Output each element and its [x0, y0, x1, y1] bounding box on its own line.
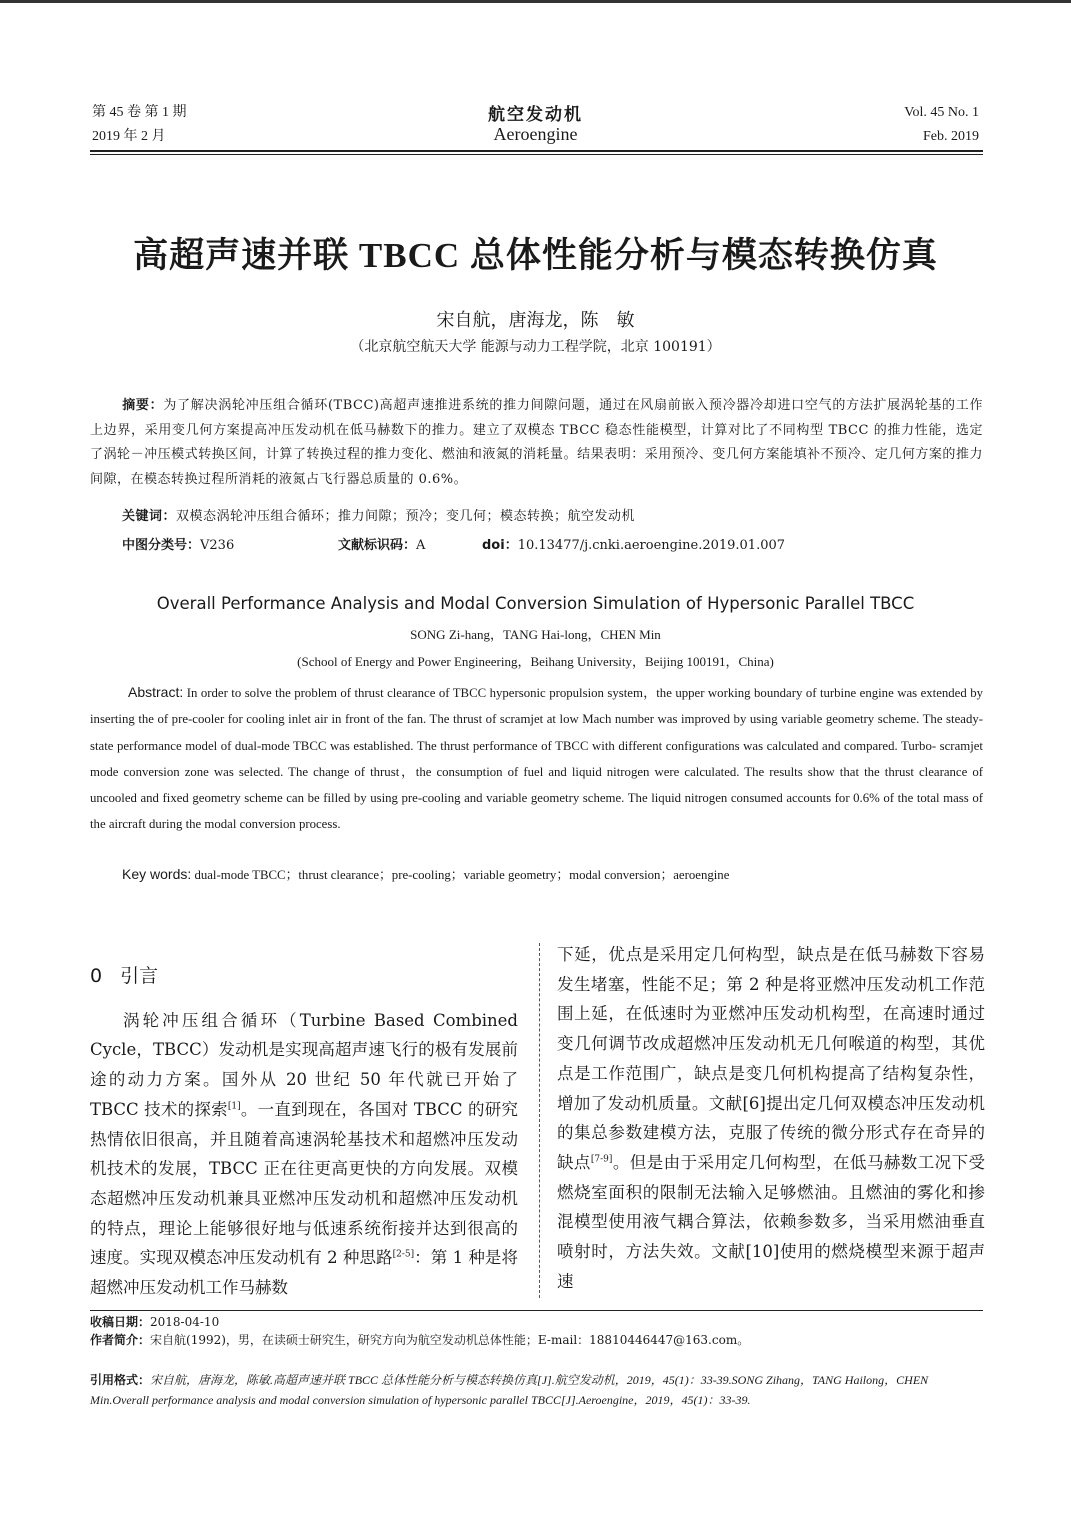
abstract-label-cn: 摘要：	[122, 398, 164, 413]
body-text: 。但是由于采用定几何构型，在低马赫数工况下受燃烧室面积的限制无法输入足够燃油。且燃油的雾化和掺混模型使用液气耦合算法，依赖参数多，当采用燃油垂直喷射时，方法失效。文献[10]使用的燃烧模型来源于超声速	[557, 1152, 986, 1291]
citation-text: 宋自航，唐海龙，陈敏.高超声速并联 TBCC 总体性能分析与模态转换仿真[J].航空发动机，2019，45(1)：33-39.SONG Zihang，TANG Hailong，CHEN Min.Overall performance analysis and modal conversion simulation of hypersonic parallel TBCC[J].Aeroengine，2019，45(1)：33-39.	[90, 1373, 929, 1407]
top-edge-line	[0, 0, 1071, 3]
abstract-text-en: In order to solve the problem of thrust clearance of TBCC hypersonic propulsion system，the upper working boundary of turbine engine was extended by inserting the of pre-cooler for cooling inlet air in front of the fan. The thrust of scramjet at low Mach number was improved by using variable geometry scheme. The steady-state performance model of dual-mode TBCC was established. The thrust performance of TBCC with different configurations was calculated and compared. Turbo- scramjet mode conversion zone was selected. The change of thrust，the consumption of fuel and liquid nitrogen were calculated. The results show that the thrust clearance of uncooled and fixed geometry scheme can be filled by using pre-cooling and variable geometry scheme. The liquid nitrogen consumed accounts for 0.6% of the total mass of the aircraft during the modal conversion process.	[90, 686, 984, 832]
section-number: 0	[90, 965, 103, 987]
paper-title-en: Overall Performance Analysis and Modal Conversion Simulation of Hypersonic Parallel TBCC	[156, 594, 915, 613]
affiliation-en: (School of Energy and Power Engineering，Beihang University，Beijing 100191，China)	[297, 654, 774, 669]
author-bio	[90, 1331, 983, 1349]
keywords-text-en: dual-mode TBCC；thrust clearance；pre-cooling；variable geometry；modal conversion；aeroengine	[194, 868, 730, 882]
document-code	[338, 534, 425, 553]
citation-label: 引用格式：	[90, 1373, 151, 1387]
body-text: ：第 1 种是将超燃冲压发动机工作马赫数	[90, 1248, 518, 1298]
document-code-value: A	[416, 538, 426, 553]
date-en: Feb. 2019	[923, 129, 979, 144]
citation-format	[90, 1370, 983, 1410]
footnote-rule	[90, 1310, 983, 1311]
body-paragraph	[557, 940, 985, 1296]
received-value: 2018-04-10	[150, 1315, 220, 1329]
doi-value: 10.13477/j.cnki.aeroengine.2019.01.007	[517, 538, 786, 553]
paper-title-cn: 高超声速并联 TBCC 总体性能分析与模态转换仿真	[133, 236, 938, 275]
received-date	[90, 1313, 983, 1331]
authors-en: SONG Zi-hang，TANG Hai-long，CHEN Min	[410, 627, 661, 642]
header-rule-thin	[90, 154, 983, 155]
journal-name-en: Aeroengine	[493, 124, 578, 144]
doi-label: doi：	[482, 538, 518, 553]
abstract-label-en: Abstract:	[128, 684, 184, 700]
body-text: 。一直到现在，各国对 TBCC 的研究热情依旧很高，并且随着高速涡轮基技术和超燃冲压发动机技术的发展，TBCC 正在往更高更快的方向发展。双模态超燃冲压发动机兼具亚燃冲压发动机和超燃冲压发动机的特点，理论上能够很好地与低速系统衔接并达到很高的速度。实现双模态冲压发动机有 2 种思路	[90, 1099, 518, 1268]
keywords-en	[122, 864, 729, 883]
authors-cn: 宋自航，唐海龙，陈 敏	[436, 310, 635, 331]
section-title: 引言	[120, 965, 159, 987]
clc-number	[122, 534, 234, 553]
citation: [2-5]	[392, 1249, 415, 1260]
citation: [1]	[227, 1101, 241, 1112]
column-divider	[539, 943, 540, 1298]
clc-value: V236	[200, 538, 235, 553]
document-code-label: 文献标识码：	[338, 538, 417, 553]
body-right-column	[557, 940, 985, 1296]
body-text: 下延，优点是采用定几何构型，缺点是在低马赫数下容易发生堵塞，性能不足；第 2 种是将亚燃冲压发动机工作范围上延，在低速时为亚燃冲压发动机构型，在高速时通过变几何调节改成超燃冲压发动机无几何喉道的构型，其优点是工作范围广，缺点是变几何机构提高了结构复杂性，增加了发动机质量。文献[6]提出定几何双模态冲压发动机的集总参数建模方法，克服了传统的微分形式存在奇异的缺点	[557, 945, 985, 1172]
author-bio-label: 作者简介：	[90, 1333, 151, 1347]
affiliation-cn: （北京航空航天大学 能源与动力工程学院，北京 100191）	[350, 339, 721, 355]
volume-issue-cn: 第 45 卷 第 1 期	[92, 105, 187, 120]
author-bio-text: 宋自航(1992)，男，在读硕士研究生，研究方向为航空发动机总体性能；E-mail：18810446447@163.com。	[150, 1333, 750, 1347]
keywords-label-en: Key words:	[122, 866, 192, 882]
body-left-column	[90, 940, 518, 1303]
date-cn: 2019 年 2 月	[92, 129, 166, 144]
received-label: 收稿日期：	[90, 1315, 151, 1329]
keywords-label-cn: 关键词：	[122, 509, 177, 524]
abstract-cn	[90, 394, 983, 492]
body-paragraph	[90, 1006, 518, 1303]
keywords-cn	[122, 505, 635, 524]
clc-label: 中图分类号：	[122, 538, 201, 553]
volume-issue-en: Vol. 45 No. 1	[904, 105, 979, 120]
abstract-text-cn: 为了解决涡轮冲压组合循环(TBCC)高超声速推进系统的推力间隙问题，通过在风扇前嵌入预冷器冷却进口空气的方法扩展涡轮基的工作上边界，采用变几何方案提高冲压发动机在低马赫数下的推力。建立了双模态 TBCC 稳态性能模型，计算对比了不同构型 TBCC 的推力性能，选定了涡轮－冲压模式转换区间，计算了转换过程的推力变化、燃油和液氮的消耗量。结果表明：采用预冷、变几何方案能填补不预冷、定几何方案的推力间隙，在模态转换过程所消耗的液氮占飞行器总质量的 0.6%。	[90, 398, 983, 487]
journal-name-cn: 航空发动机	[488, 105, 583, 125]
header-rule	[90, 150, 983, 152]
doi	[482, 534, 785, 553]
keywords-text-cn: 双模态涡轮冲压组合循环；推力间隙；预冷；变几何；模态转换；航空发动机	[176, 509, 636, 524]
citation: [7-9]	[590, 1154, 613, 1165]
abstract-en	[90, 679, 983, 838]
section-heading	[90, 962, 518, 992]
body-text: 涡轮冲压组合循环（Turbine Based Combined Cycle，TBCC）发动机是实现高超声速飞行的极有发展前途的动力方案。国外从 20 世纪 50 年代就已开始了 TBCC 技术的探索	[90, 1010, 518, 1119]
